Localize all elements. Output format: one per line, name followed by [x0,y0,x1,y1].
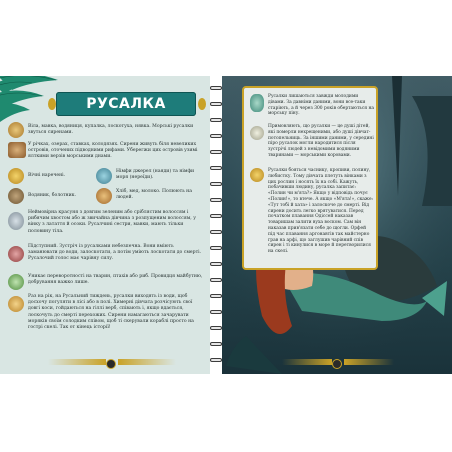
footer-ornament-right-page-r [344,359,394,365]
title-ornament-left [48,98,56,110]
danger-text: Підступний. Зустріч із русалками небезпечна. Вони вміють заманювати до води, залоскотати, а потім уміють лоскотати до смерті. Русалочий голос має чарівну силу. [28,244,202,262]
binding-ring [210,134,222,138]
footer-ornament-left [48,359,106,365]
binding-ring [210,182,222,186]
scroll-icon [8,122,24,138]
map-icon [8,142,26,158]
binding-ring [210,294,222,298]
right-paragraph-1: Русалки лишаються завжди молодими дівами. За давніми даними, вони все-таки старіють, а й через 300 років обертаються на морську піну. [268,94,374,117]
binding-ring [210,118,222,122]
left-page [0,76,210,374]
binding-ring [210,326,222,330]
enemy-text: Німфи джерел (наяди) та німфи моря (нереїди). [116,169,195,181]
description-text: Неймовірна красуня з довгим зеленим або сріблястим волоссям і рибячим хвостом або ж звичайна дівчина з розпущеним волоссям, у вінку з латаття й осоки. Русалчині сестри, мавки, мають тільки половину тіла. [28,210,196,234]
protection-text: Уникає переворотності на тварин, птахів або риб. Провидця майбутню, добрування важко лише. [28,274,203,286]
binding-ring [210,246,222,250]
rings-icon [8,168,24,184]
binding-ring [210,262,222,266]
binding-ring [210,230,222,234]
food-icon [96,188,112,204]
binding-ring [210,150,222,154]
skull-icon [250,126,264,140]
binding-ring [210,214,222,218]
mermaid-icon [250,94,264,112]
synonyms-text: Віла, мавка, водяниця, купалка, лоскотуха, нявка. Морські русалки звуться сиренами. [28,124,194,136]
right-paragraph-2: Примовляють, що русалки — це душі дітей, які померли нехрещеними, або душі дівчат-потопельниць. За іншими даними, у середині піро русалок могли народитися після зустрічі людей з невідомими водяними тваринами — морськими коровами. [268,124,374,158]
binding-ring [210,278,222,282]
food-text: Хліб, мед, молоко. Полюють на людей. [116,189,192,201]
right-page [222,76,452,374]
right-paragraph-3: Русалки бояться часнику, кропиви, полину, любистку. Тому дівчата плетуть вінками з цих рослин і носять їх на собі. Кажуть, побачивши людину, русалка запитає: «Полин чи м'ята?» Якщо у відповідь почує «Полин!», то втече. А якщо «М'ята!», скаже: «Тут тобі й хата» і залоскоче до смерті. Від сирени досить легко врятуватися. Перед початком плавання Одіссей наказав товаришам залити вуха воском. Сам він наказав прив'язати себе до щогли. Орфей під час плавання аргонавтів так майстерно грав на арфі, що заглушив чарівний спів сирен і ті кинулися в море й перетворилися на скелі. [268,168,374,255]
title-ornament-right [198,98,206,110]
week-text: Раз на рік, на Русальний тиждень, русалки виходять із води, щоб досхочу погуляти в лісі або в полі. Химерні дівчата розчісують свої довгі коси, гойдаються на гіллі верб, співають і, якщо вдається, лоскочуть до смерті перехожих. Сирени намагаються зачарувати моряків своїм солодким співом, щоб ті скерували кораблі просто на гострі скелі. Так от кінець історії! [28,294,194,331]
protection-icon [8,274,24,290]
page-title: РУСАЛКА [86,96,166,112]
mirror-icon [8,212,24,230]
binding-ring [210,310,222,314]
week-icon [8,296,24,312]
page-number-left [106,359,116,369]
danger-icon [8,246,24,262]
binding-ring [210,358,222,362]
footer-ornament-right-page-l [282,359,332,365]
footer-ornament-right [118,359,176,365]
binding-ring [210,166,222,170]
binding-ring [210,198,222,202]
masks-icon [250,168,264,182]
title-bar [56,92,196,116]
habitat-text: У річках, озерах, ставках, колодязях. Сирени живуть біля невеликих островів, оточених підводними рифами. Уберегжи цих островів узимі ялткими верзів морськими днами. [28,142,198,160]
page-number-right [332,359,342,369]
info-panel [242,86,378,270]
enemy-icon [96,168,112,184]
binding-ring [210,86,222,90]
contact-text: Водяник, болотник. [28,193,76,198]
binding-ring [210,342,222,346]
contact-icon [8,188,24,204]
relative-text: Вічні наречені. [28,173,66,178]
book-spread [0,76,452,376]
binding-ring [210,102,222,106]
